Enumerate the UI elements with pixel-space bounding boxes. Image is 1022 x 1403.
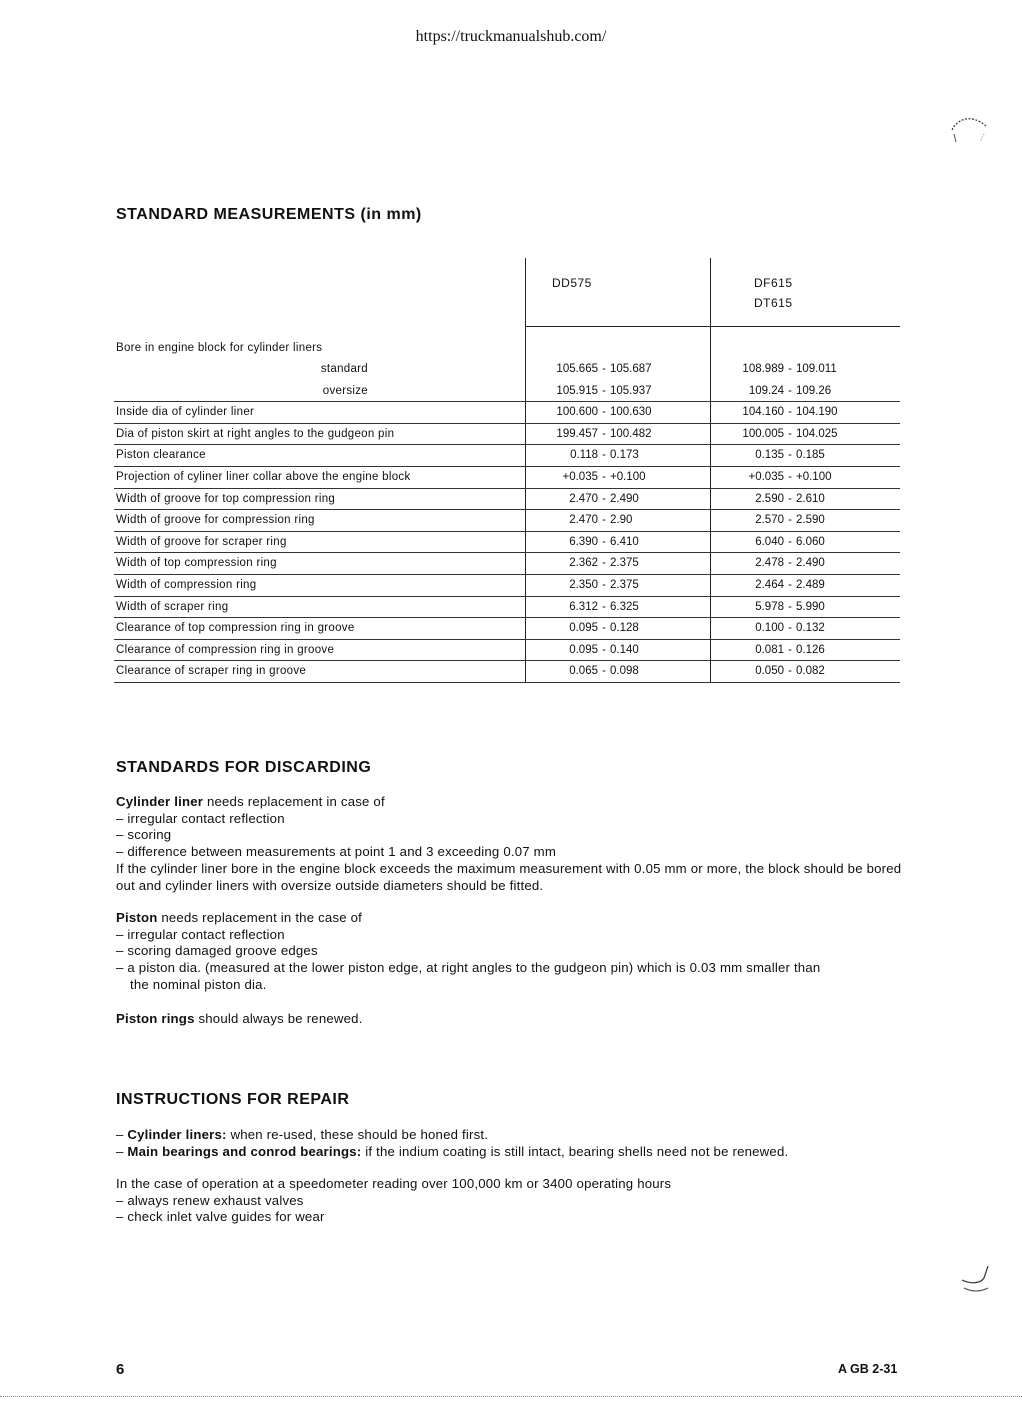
range-min: 0.065 (569, 665, 598, 678)
range-max: 100.630 (610, 406, 652, 419)
value-df615-dt615 (714, 449, 900, 461)
range-min: 6.312 (569, 600, 598, 613)
row-label: Dia of piston skirt at right angles to the gudgeon pin (116, 427, 395, 440)
range-min: 0.095 (569, 622, 598, 635)
value-dd575 (528, 579, 712, 591)
range-separator: - (788, 363, 792, 375)
scan-mark-top-right (950, 112, 990, 148)
value-df615-dt615 (714, 514, 900, 526)
table-row (114, 424, 900, 446)
document-code: A GB 2-31 (838, 1362, 898, 1376)
table-row (114, 640, 900, 662)
range-separator: - (602, 622, 606, 635)
range-max: 6.060 (796, 535, 825, 548)
range-min: 2.570 (755, 514, 784, 527)
value-df615-dt615 (714, 601, 900, 613)
piston-rings-section (116, 1011, 916, 1028)
list-item: – irregular contact reflection (116, 926, 285, 942)
range-min: 2.362 (569, 557, 598, 570)
range-separator: - (602, 406, 606, 419)
range-max: 2.375 (610, 557, 639, 570)
standards-for-discarding-title: STANDARDS FOR DISCARDING (116, 759, 372, 776)
range-min: +0.035 (562, 471, 598, 483)
range-max: 0.082 (796, 665, 825, 678)
value-dd575 (528, 406, 712, 418)
range-separator: - (602, 643, 606, 656)
range-max: 0.140 (610, 643, 639, 656)
value-df615-dt615 (714, 471, 900, 483)
row-label: oversize (322, 384, 368, 397)
piston-section (116, 910, 916, 994)
range-separator: - (788, 579, 792, 591)
row-label: Piston clearance (116, 449, 206, 462)
range-min: 100.005 (742, 427, 784, 440)
table-row (114, 575, 900, 597)
range-separator: - (788, 557, 792, 570)
value-dd575 (528, 363, 712, 375)
value-dd575 (528, 428, 712, 440)
range-separator: - (602, 535, 606, 548)
row-label: Projection of cyliner liner collar above the engine block (116, 471, 411, 483)
column-header-dd575: DD575 (552, 276, 592, 290)
range-separator: - (788, 427, 792, 440)
operation-section (116, 1176, 916, 1226)
range-min: +0.035 (748, 471, 784, 483)
bottom-scan-edge (0, 1396, 1022, 1398)
value-df615-dt615 (714, 644, 900, 656)
table-row (114, 402, 900, 424)
range-min: 2.350 (569, 579, 598, 591)
row-label: Clearance of scraper ring in groove (116, 665, 307, 678)
range-separator: - (788, 514, 792, 527)
table-row (114, 532, 900, 554)
table-row (114, 597, 900, 619)
value-df615-dt615 (714, 622, 900, 634)
range-max: 2.490 (610, 492, 639, 505)
range-separator: - (602, 492, 606, 505)
value-df615-dt615 (714, 428, 900, 440)
list-item: – difference between measurements at point 1 and 3 exceeding 0.07 mm (116, 844, 557, 860)
value-dd575 (528, 665, 712, 677)
value-df615-dt615 (714, 536, 900, 548)
range-min: 0.118 (570, 449, 598, 462)
range-min: 105.665 (556, 363, 598, 375)
range-max: 0.128 (610, 622, 639, 635)
piston-lead-rest: needs replacement in the case of (157, 910, 363, 925)
range-max: 105.687 (610, 363, 652, 375)
list-item: – scoring (116, 827, 172, 843)
list-item: – irregular contact reflection (116, 810, 285, 826)
range-max: +0.100 (796, 471, 832, 483)
range-separator: - (788, 665, 792, 678)
value-dd575 (528, 644, 712, 656)
table-row (114, 467, 900, 489)
range-min: 2.464 (755, 579, 784, 591)
piston-rings-lead: Piston rings (116, 1011, 195, 1026)
range-max: 0.173 (610, 449, 639, 462)
range-separator: - (602, 384, 606, 397)
repair-item: – Cylinder liners: when re-used, these should be honed first. (116, 1127, 489, 1142)
piston-rings-lead-rest: should always be renewed. (194, 1011, 363, 1026)
range-min: 5.978 (755, 600, 784, 613)
column-header-dt615: DT615 (754, 296, 793, 310)
range-separator: - (602, 427, 606, 440)
range-min: 108.989 (742, 363, 784, 375)
range-min: 104.160 (742, 406, 784, 419)
range-min: 0.100 (755, 622, 784, 635)
value-dd575 (528, 385, 712, 397)
range-separator: - (788, 492, 792, 505)
value-df615-dt615 (714, 363, 900, 375)
range-max: 104.025 (796, 427, 838, 440)
range-max: 0.098 (610, 665, 639, 678)
value-dd575 (528, 471, 712, 483)
repair-item: – Main bearings and conrod bearings: if the indium coating is still intact, bearing shells need not be renewed. (116, 1143, 789, 1159)
row-label: Width of groove for top compression ring (116, 492, 336, 505)
value-dd575 (528, 601, 712, 613)
scan-mark-bottom-right (958, 1262, 992, 1296)
range-min: 0.095 (569, 643, 598, 656)
list-item: – always renew exhaust valves (116, 1192, 304, 1208)
row-label: Clearance of top compression ring in groove (116, 622, 355, 635)
range-min: 0.050 (755, 665, 784, 678)
source-url: https://truckmanualshub.com/ (415, 28, 607, 45)
range-max: 6.325 (610, 600, 639, 613)
range-max: 109.011 (796, 363, 837, 375)
range-min: 2.478 (755, 557, 784, 570)
row-label: Width of top compression ring (116, 557, 277, 570)
range-separator: - (788, 535, 792, 548)
cylinder-liner-section (116, 794, 916, 894)
table-row (114, 359, 900, 381)
piston-lead: Piston (116, 910, 158, 925)
cylinder-liner-lead-rest: needs replacement in case of (203, 794, 385, 809)
range-separator: - (788, 643, 792, 656)
row-label: Clearance of compression ring in groove (116, 643, 335, 656)
range-max: 2.489 (796, 579, 825, 591)
cylinder-liner-note: If the cylinder liner bore in the engine block exceeds the maximum measurement with 0.05 mm or more, the block should be bored out and cylinder liners with oversize outside diameters should be fitted. (116, 860, 902, 893)
value-df615-dt615 (714, 493, 900, 505)
range-max: 2.610 (796, 492, 825, 505)
range-separator: - (788, 600, 792, 613)
list-item-continuation: the nominal piston dia. (130, 976, 267, 992)
range-min: 2.470 (569, 514, 598, 527)
range-separator: - (602, 363, 606, 375)
list-item: – check inlet valve guides for wear (116, 1209, 325, 1225)
range-max: 5.990 (796, 600, 825, 613)
row-label: standard (320, 363, 368, 375)
range-min: 105.915 (556, 384, 598, 397)
range-max: 109.26 (796, 384, 832, 397)
range-separator: - (788, 384, 792, 397)
value-df615-dt615 (714, 385, 900, 397)
value-df615-dt615 (714, 406, 900, 418)
value-dd575 (528, 536, 712, 548)
range-min: 199.457 (556, 427, 598, 440)
value-dd575 (528, 514, 712, 526)
range-min: 6.040 (755, 535, 784, 548)
table-row (114, 489, 900, 511)
row-label: Width of groove for compression ring (116, 514, 315, 527)
range-separator: - (788, 406, 792, 419)
standard-measurements-title: STANDARD MEASUREMENTS (in mm) (116, 206, 422, 223)
table-row (114, 381, 900, 403)
range-max: 0.185 (796, 449, 825, 462)
range-min: 0.135 (755, 449, 784, 462)
group-label-row (114, 338, 900, 360)
range-max: 2.490 (796, 557, 825, 570)
row-label: Inside dia of cylinder liner (116, 406, 255, 419)
value-df615-dt615 (714, 557, 900, 569)
row-rule (114, 682, 900, 683)
range-min: 2.470 (569, 492, 598, 505)
range-max: +0.100 (610, 471, 646, 483)
range-max: 105.937 (610, 384, 652, 397)
range-separator: - (602, 665, 606, 678)
range-separator: - (788, 622, 792, 635)
header-rule (525, 326, 900, 327)
value-df615-dt615 (714, 665, 900, 677)
instructions-for-repair-title: INSTRUCTIONS FOR REPAIR (116, 1091, 350, 1108)
value-dd575 (528, 557, 712, 569)
range-max: 2.590 (796, 514, 825, 527)
range-max: 104.190 (796, 406, 838, 419)
range-separator: - (788, 449, 792, 462)
group-label: Bore in engine block for cylinder liners (116, 342, 323, 354)
range-min: 109.24 (748, 384, 784, 397)
repair-items-section (116, 1127, 916, 1160)
table-row (114, 510, 900, 532)
range-separator: - (602, 471, 606, 483)
range-max: 100.482 (610, 427, 652, 440)
cylinder-liner-lead: Cylinder liner (116, 794, 204, 809)
range-max: 2.90 (610, 514, 633, 527)
row-label: Width of groove for scraper ring (116, 535, 287, 548)
range-separator: - (788, 471, 792, 483)
range-max: 2.375 (610, 579, 639, 591)
range-max: 6.410 (610, 535, 639, 548)
range-min: 100.600 (556, 406, 598, 419)
value-dd575 (528, 622, 712, 634)
list-item: – a piston dia. (measured at the lower piston edge, at right angles to the gudgeon pin) which is 0.03 mm smaller than (116, 960, 821, 976)
range-separator: - (602, 600, 606, 613)
table-row (114, 661, 900, 683)
range-max: 0.126 (796, 643, 825, 656)
row-label: Width of scraper ring (116, 600, 229, 613)
value-df615-dt615 (714, 579, 900, 591)
page-number: 6 (116, 1361, 125, 1378)
table-row (114, 618, 900, 640)
table-row (114, 553, 900, 575)
range-separator: - (602, 579, 606, 591)
value-dd575 (528, 493, 712, 505)
range-separator: - (602, 557, 606, 570)
row-label: Width of compression ring (116, 579, 257, 591)
range-min: 6.390 (569, 535, 598, 548)
range-min: 0.081 (755, 643, 784, 656)
operation-intro: In the case of operation at a speedometer reading over 100,000 km or 3400 operating hours (116, 1176, 672, 1191)
range-separator: - (602, 514, 606, 527)
range-min: 2.590 (755, 492, 784, 505)
list-item: – scoring damaged groove edges (116, 943, 318, 959)
column-header-df615: DF615 (754, 276, 793, 290)
value-dd575 (528, 449, 712, 461)
range-max: 0.132 (796, 622, 825, 635)
range-separator: - (602, 449, 606, 462)
table-row (114, 445, 900, 467)
